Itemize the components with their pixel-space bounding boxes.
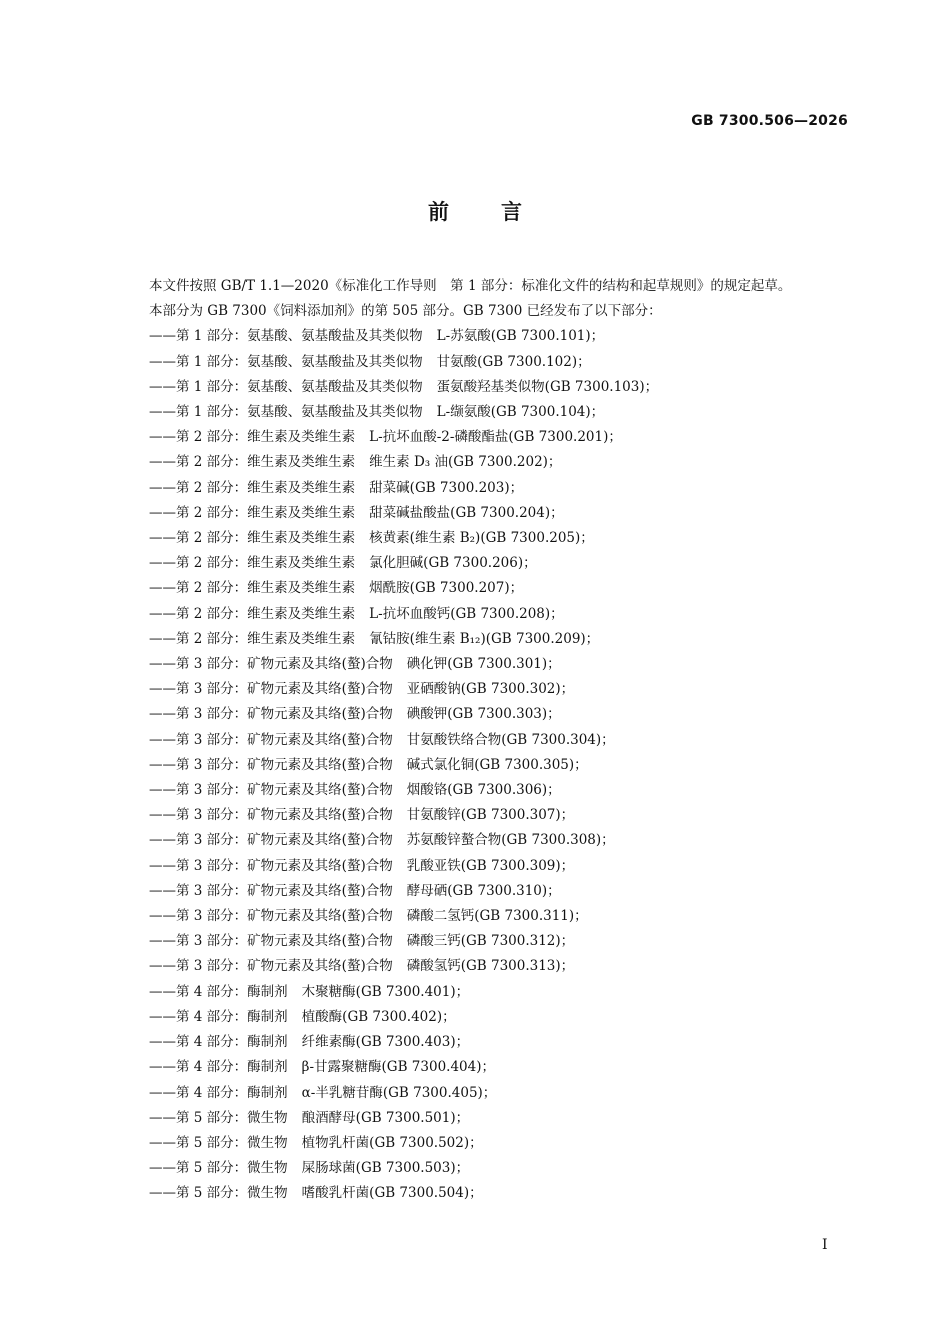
part-name: 碱式氯化铜(GB 7300.305)；: [406, 756, 588, 773]
part-category: ——第 3 部分：矿物元素及其络(螯)合物: [149, 857, 393, 874]
part-category: ——第 4 部分：酶制剂: [149, 1059, 288, 1076]
list-item: [113, 1055, 850, 1080]
part-category: ——第 3 部分：矿物元素及其络(螯)合物: [149, 782, 393, 799]
part-category: ——第 4 部分：酶制剂: [149, 1034, 288, 1051]
part-name: 屎肠球菌(GB 7300.503)；: [301, 1160, 470, 1177]
list-item: [113, 728, 850, 753]
part-category: ——第 1 部分：氨基酸、氨基酸盐及其类似物: [149, 378, 423, 395]
part-name: 磷酸氢钙(GB 7300.313)；: [406, 958, 575, 975]
list-item: [113, 778, 850, 803]
part-name: 甘氨酸锌(GB 7300.307)；: [406, 807, 575, 824]
list-item: [113, 753, 850, 778]
part-name: 酿酒酵母(GB 7300.501)；: [301, 1109, 470, 1126]
list-item: [113, 450, 850, 475]
list-item: [113, 324, 850, 349]
part-name: L-苏氨酸(GB 7300.101)；: [436, 328, 605, 345]
part-name: 酵母硒(GB 7300.310)；: [406, 882, 561, 899]
part-name: 维生素 D₃ 油(GB 7300.202)；: [369, 454, 562, 471]
part-category: ——第 4 部分：酶制剂: [149, 1084, 288, 1101]
part-category: ——第 2 部分：维生素及类维生素: [149, 429, 356, 446]
part-name: 碘化钾(GB 7300.301)；: [406, 656, 561, 673]
part-name: 磷酸二氢钙(GB 7300.311)；: [406, 908, 588, 925]
list-item: [113, 1131, 850, 1156]
intro-paragraph: 本部分为 GB 7300《饲料添加剂》的第 505 部分。GB 7300 已经发布了以下部分：: [149, 303, 662, 320]
part-category: ——第 5 部分：微生物: [149, 1134, 288, 1151]
list-item: [113, 702, 850, 727]
part-category: ——第 4 部分：酶制剂: [149, 983, 288, 1000]
part-category: ——第 3 部分：矿物元素及其络(螯)合物: [149, 706, 393, 723]
list-item: [113, 954, 850, 979]
part-category: ——第 3 部分：矿物元素及其络(螯)合物: [149, 656, 393, 673]
list-item: [113, 627, 850, 652]
part-category: ——第 3 部分：矿物元素及其络(螯)合物: [149, 681, 393, 698]
document-code: GB 7300.506—2026: [691, 113, 848, 129]
part-category: ——第 2 部分：维生素及类维生素: [149, 555, 356, 572]
part-name: 纤维素酶(GB 7300.403)；: [301, 1034, 470, 1051]
list-item: [113, 879, 850, 904]
part-name: 甘氨酸铁络合物(GB 7300.304)；: [406, 731, 615, 748]
list-item: [113, 854, 850, 879]
part-name: 核黄素(维生素 B₂)(GB 7300.205)；: [369, 530, 594, 547]
part-name: 碘酸钾(GB 7300.303)；: [406, 706, 561, 723]
part-name: 甜菜碱(GB 7300.203)；: [369, 479, 524, 496]
part-name: 嗜酸乳杆菌(GB 7300.504)；: [301, 1185, 483, 1202]
list-item: [113, 1106, 850, 1131]
list-item: [113, 551, 850, 576]
list-item: [113, 576, 850, 601]
list-item: [113, 1005, 850, 1030]
part-name: 乳酸亚铁(GB 7300.309)；: [406, 857, 575, 874]
part-name: 木聚糖酶(GB 7300.401)；: [301, 983, 470, 1000]
part-category: ——第 5 部分：微生物: [149, 1160, 288, 1177]
list-item: [113, 350, 850, 375]
list-item: [113, 476, 850, 501]
part-name: 磷酸三钙(GB 7300.312)；: [406, 933, 575, 950]
list-item: [113, 1181, 850, 1206]
part-name: 蛋氨酸羟基类似物(GB 7300.103)；: [436, 378, 659, 395]
part-category: ——第 3 部分：矿物元素及其络(螯)合物: [149, 832, 393, 849]
list-item: [113, 904, 850, 929]
list-item: [113, 929, 850, 954]
part-name: 烟酸铬(GB 7300.306)；: [406, 782, 561, 799]
foreword-body: [113, 274, 850, 1207]
part-category: ——第 4 部分：酶制剂: [149, 1008, 288, 1025]
intro-paragraph: 本文件按照 GB/T 1.1—2020《标准化工作导则 第 1 部分：标准化文件的结构和起草规则》的规定起草。: [149, 278, 792, 294]
part-category: ——第 2 部分：维生素及类维生素: [149, 580, 356, 597]
part-category: ——第 3 部分：矿物元素及其络(螯)合物: [149, 882, 393, 899]
page-number: I: [822, 1237, 828, 1253]
part-category: ——第 2 部分：维生素及类维生素: [149, 479, 356, 496]
list-item: [113, 400, 850, 425]
list-item: [113, 652, 850, 677]
list-item: [113, 1156, 850, 1181]
list-item: [113, 602, 850, 627]
part-name: 亚硒酸钠(GB 7300.302)；: [406, 681, 575, 698]
part-category: ——第 2 部分：维生素及类维生素: [149, 504, 356, 521]
part-category: ——第 3 部分：矿物元素及其络(螯)合物: [149, 958, 393, 975]
published-parts-list: [113, 324, 850, 1206]
part-category: ——第 3 部分：矿物元素及其络(螯)合物: [149, 933, 393, 950]
part-category: ——第 5 部分：微生物: [149, 1109, 288, 1126]
list-item: [113, 980, 850, 1005]
part-name: L-抗坏血酸钙(GB 7300.208)；: [369, 605, 564, 622]
part-category: ——第 5 部分：微生物: [149, 1185, 288, 1202]
part-category: ——第 2 部分：维生素及类维生素: [149, 605, 356, 622]
part-name: 氰钴胺(维生素 B₁₂)(GB 7300.209)；: [369, 630, 600, 647]
list-item: [113, 677, 850, 702]
list-item: [113, 501, 850, 526]
part-name: 氯化胆碱(GB 7300.206)；: [369, 555, 537, 572]
part-category: ——第 1 部分：氨基酸、氨基酸盐及其类似物: [149, 404, 423, 421]
part-name: 植物乳杆菌(GB 7300.502)；: [301, 1134, 483, 1151]
list-item: [113, 425, 850, 450]
part-name: L-抗坏血酸-2-磷酸酯盐(GB 7300.201)；: [369, 429, 622, 446]
part-name: α-半乳糖苷酶(GB 7300.405)；: [301, 1084, 497, 1101]
page-title: 前言: [428, 200, 574, 224]
part-name: 烟酰胺(GB 7300.207)；: [369, 580, 524, 597]
list-item: [113, 828, 850, 853]
list-item: [113, 526, 850, 551]
list-item: [113, 1081, 850, 1106]
part-category: ——第 3 部分：矿物元素及其络(螯)合物: [149, 731, 393, 748]
part-name: 苏氨酸锌螯合物(GB 7300.308)；: [406, 832, 615, 849]
list-item: [113, 375, 850, 400]
part-name: L-缬氨酸(GB 7300.104)；: [436, 404, 605, 421]
list-item: [113, 1030, 850, 1055]
part-category: ——第 3 部分：矿物元素及其络(螯)合物: [149, 807, 393, 824]
part-category: ——第 3 部分：矿物元素及其络(螯)合物: [149, 908, 393, 925]
part-category: ——第 1 部分：氨基酸、氨基酸盐及其类似物: [149, 353, 423, 370]
part-name: β-甘露聚糖酶(GB 7300.404)；: [301, 1059, 495, 1076]
part-category: ——第 3 部分：矿物元素及其络(螯)合物: [149, 756, 393, 773]
part-category: ——第 2 部分：维生素及类维生素: [149, 630, 356, 647]
part-category: ——第 2 部分：维生素及类维生素: [149, 530, 356, 547]
part-name: 甘氨酸(GB 7300.102)；: [436, 353, 591, 370]
part-name: 甜菜碱盐酸盐(GB 7300.204)；: [369, 504, 564, 521]
part-category: ——第 1 部分：氨基酸、氨基酸盐及其类似物: [149, 328, 423, 345]
part-category: ——第 2 部分：维生素及类维生素: [149, 454, 356, 471]
list-item: [113, 803, 850, 828]
part-name: 植酸酶(GB 7300.402)；: [301, 1008, 456, 1025]
